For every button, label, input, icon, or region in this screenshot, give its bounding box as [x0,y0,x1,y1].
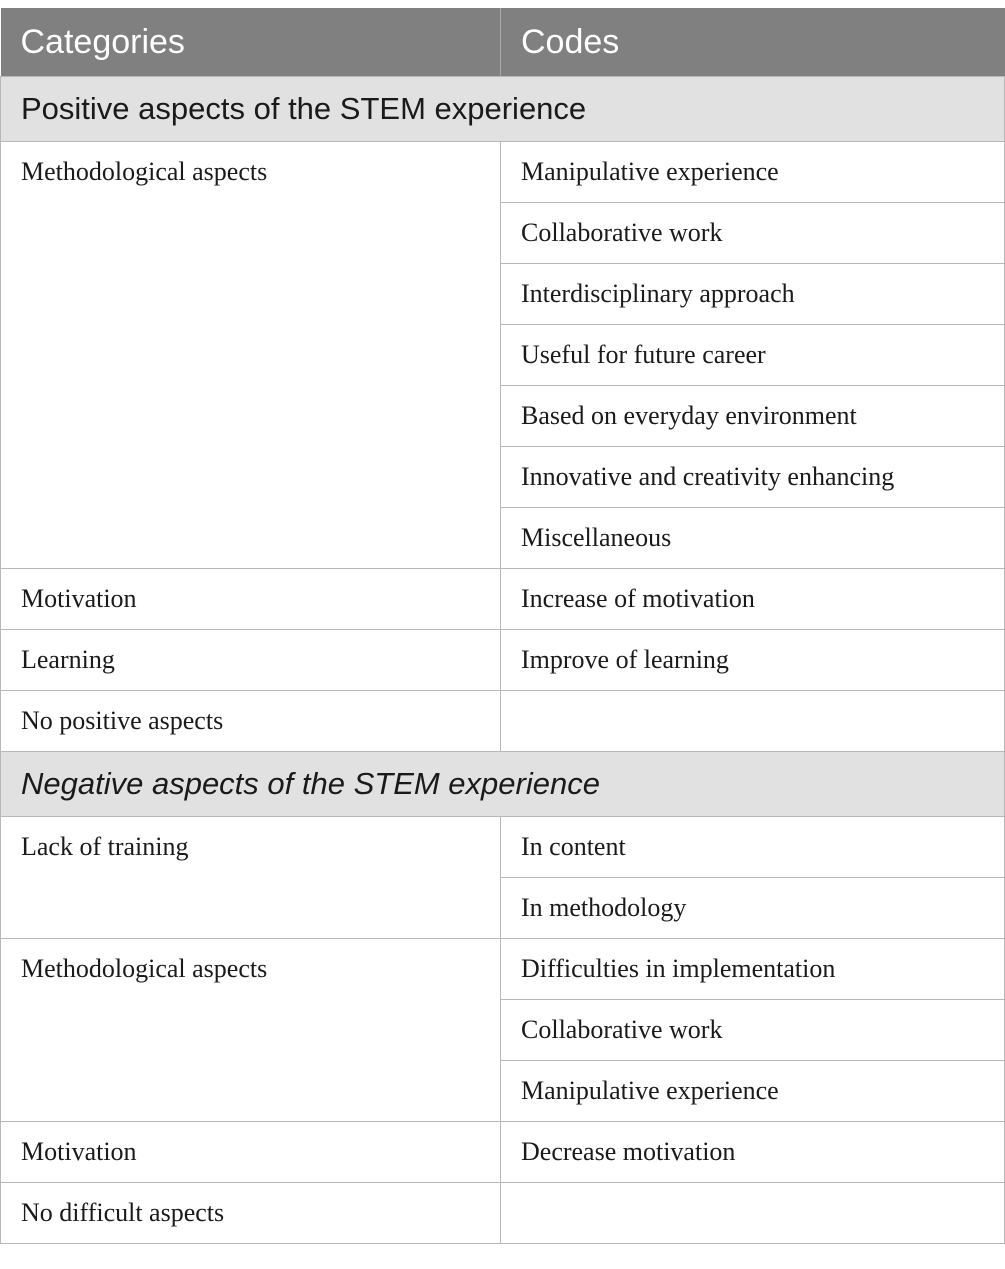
table-row [1,630,1005,691]
section-row-positive [1,77,1005,142]
section-row-negative [1,752,1005,817]
code-cell: Manipulative experience [501,142,1005,203]
code-cell: Increase of motivation [501,569,1005,630]
code-cell: Collaborative work [501,203,1005,264]
code-cell: In methodology [501,878,1005,939]
table-header-row [1,8,1005,77]
category-cell: Methodological aspects [1,939,501,1122]
table-row [1,1122,1005,1183]
code-cell [501,691,1005,752]
category-cell: Motivation [1,1122,501,1183]
code-cell: Interdisciplinary approach [501,264,1005,325]
category-cell: Methodological aspects [1,142,501,569]
code-cell: Based on everyday environment [501,386,1005,447]
code-cell: Miscellaneous [501,508,1005,569]
category-cell: No difficult aspects [1,1183,501,1244]
section-title: Positive aspects of the STEM experience [1,77,1005,142]
category-cell: Lack of training [1,817,501,939]
table-row [1,817,1005,878]
code-cell: Decrease motivation [501,1122,1005,1183]
code-cell: Improve of learning [501,630,1005,691]
code-cell: Useful for future career [501,325,1005,386]
code-cell: In content [501,817,1005,878]
code-cell: Manipulative experience [501,1061,1005,1122]
code-cell: Difficulties in implementation [501,939,1005,1000]
code-cell: Innovative and creativity enhancing [501,447,1005,508]
category-cell: Motivation [1,569,501,630]
table-row [1,1183,1005,1244]
code-cell: Collaborative work [501,1000,1005,1061]
category-cell: Learning [1,630,501,691]
code-cell [501,1183,1005,1244]
header-categories: Categories [1,8,501,77]
header-codes: Codes [501,8,1005,77]
table-row [1,569,1005,630]
table-row [1,142,1005,203]
table-row [1,939,1005,1000]
table-row [1,691,1005,752]
categories-codes-table [0,8,1005,1244]
section-title: Negative aspects of the STEM experience [1,752,1005,817]
category-cell: No positive aspects [1,691,501,752]
